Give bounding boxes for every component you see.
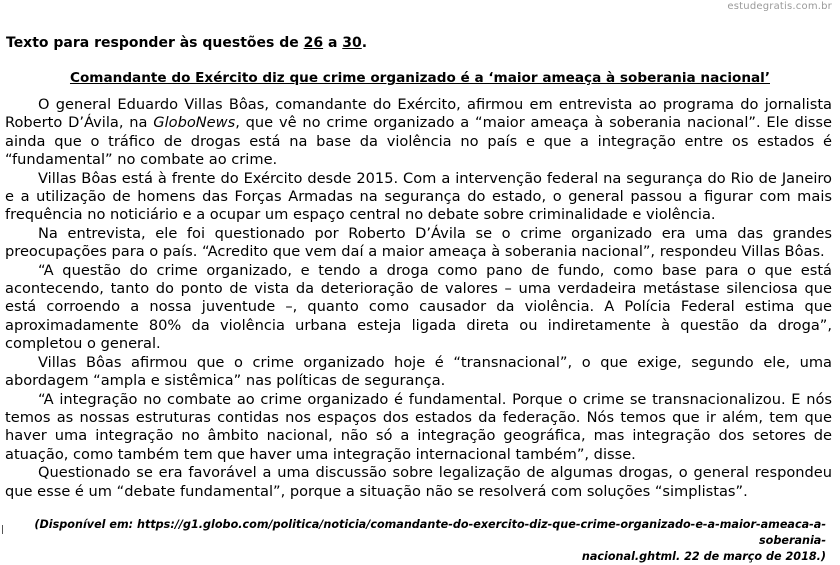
paragraph-7: Questionado se era favorável a uma discussão sobre legalização de algumas drogas, o general respondeu que esse é um “debate fundamental”, porque a situação não se resolverá com soluções “simplistas”.	[5, 464, 832, 500]
source-line-1: (Disponível em: https://g1.globo.com/politica/noticia/comandante-do-exercito-diz-que-crime-organizado-e-a-maior-ameaca-a-soberania-	[34, 518, 826, 547]
paragraph-3: Na entrevista, ele foi questionado por Roberto D’Ávila se o crime organizado era uma das grandes preocupações para o país. “Acredito que vem daí a maior ameaça à soberania nacional”, respondeu Villas Bôas.	[5, 224, 832, 261]
paragraph-2: Villas Bôas está à frente do Exército desde 2015. Com a intervenção federal na segurança do Rio de Janeiro e a utilização de homens das Forças Armadas na segurança do estado, o general passou a figurar com mais frequência no noticiário e a ocupar um espaço central no debate sobre criminalidade e violência.	[5, 169, 832, 224]
paragraph-6: “A integração no combate ao crime organizado é fundamental. Porque o crime se transnacionalizou. E nós temos as nossas estruturas contidas nos espaços dos estados da federação. Nós temos que ir além, tem que haver uma integração no âmbito nacional, não só a integração geográfica, mas integração dos setores de atuação, como também tem que haver uma integração internacional também”, disse.	[5, 390, 832, 463]
paragraph-4: “A questão do crime organizado, e tendo a droga como pano de fundo, como base para o que está acontecendo, tanto do ponto de vista da deterioração de valores – uma verdadeira metástase silenciosa que está corroendo a nossa juventude –, quanto como causador da violência. A Polícia Federal estima que aproximadamente 80% da violência urbana esteja ligada direta ou indiretamente à questão da droga”, completou o general.	[5, 261, 832, 353]
paragraph-5: Villas Bôas afirmou que o crime organizado hoje é “transnacional”, o que exige, segundo ele, uma abordagem “ampla e sistêmica” nas políticas de segurança.	[5, 353, 832, 390]
paragraph-1	[5, 96, 832, 170]
site-watermark: estudegratis.com.br	[727, 1, 832, 12]
article-title: Comandante do Exército diz que crime organizado é a ‘maior ameaça à soberania nacional’	[69, 70, 770, 86]
article-body	[5, 96, 832, 501]
paragraph-1-start: O general Eduardo Villas Bôas, comandante do Exército, afirmou em entrevista ao programa do jornalista Roberto D’Ávila, na	[5, 96, 832, 132]
intro-middle: a	[323, 35, 343, 51]
paragraph-1-end: , que vê no crime organizado a “maior ameaça à soberania nacional”. Ele disse ainda que o tráfico de drogas está na base da violência no país e que a integração entre os estados é “fundamental” no combate ao crime.	[5, 114, 832, 169]
margin-mark	[2, 525, 3, 534]
question-number-to: 30	[342, 35, 362, 51]
intro-prefix: Texto para responder às questões de	[6, 35, 304, 51]
source-line-2: nacional.ghtml. 22 de março de 2018.)	[581, 550, 826, 563]
question-intro	[6, 35, 367, 51]
intro-suffix: .	[361, 35, 368, 51]
question-number-from: 26	[303, 35, 324, 51]
globonews-italic: GloboNews	[153, 114, 236, 132]
